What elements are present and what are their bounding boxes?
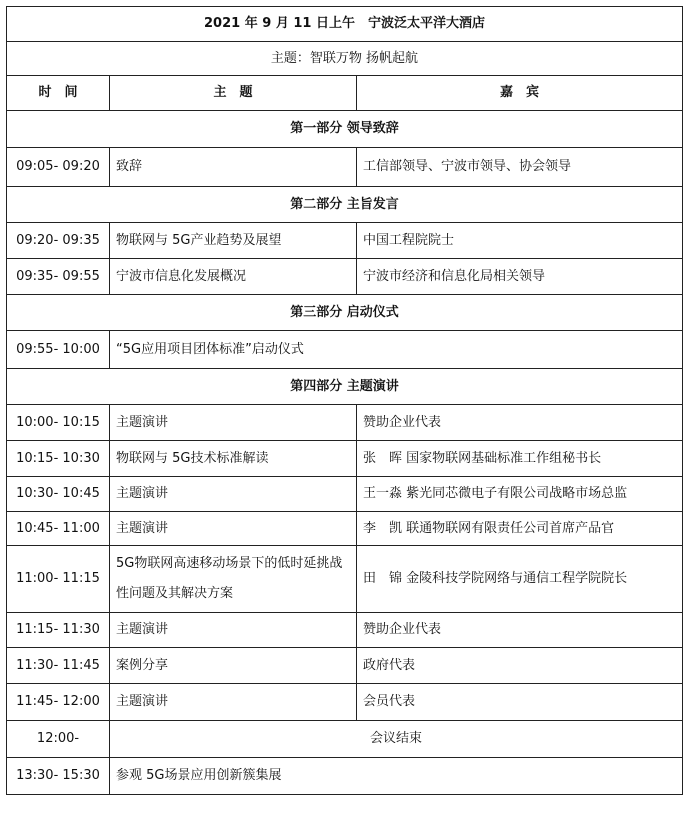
topic-cell: 宁波市信息化发展概况 [110, 259, 357, 295]
topic-cell: 主题演讲 [110, 512, 357, 546]
guest-cell: 张 晖 国家物联网基础标准工作组秘书长 [357, 441, 683, 477]
topic-cell: 主题演讲 [110, 684, 357, 721]
guest-cell: 中国工程院院士 [357, 223, 683, 259]
section-title: 第四部分 主题演讲 [7, 369, 683, 405]
time-cell: 11:30- 11:45 [7, 648, 110, 684]
table-row [7, 331, 683, 369]
section-row [7, 369, 683, 405]
time-cell: 09:05- 09:20 [7, 148, 110, 187]
guest-cell: 会员代表 [357, 684, 683, 721]
table-row [7, 512, 683, 546]
table-row [7, 441, 683, 477]
agenda-body [7, 111, 683, 795]
topic-cell: 物联网与 5G技术标准解读 [110, 441, 357, 477]
closing-cell: 会议结束 [110, 721, 683, 758]
time-cell: 10:30- 10:45 [7, 477, 110, 512]
guest-cell: 田 锦 金陵科技学院网络与通信工程学院院长 [357, 546, 683, 613]
table-row [7, 148, 683, 187]
time-cell: 10:00- 10:15 [7, 405, 110, 441]
section-title: 第二部分 主旨发言 [7, 187, 683, 223]
topic-cell: 5G物联网高速移动场景下的低时延挑战性问题及其解决方案 [110, 546, 357, 613]
guest-cell: 王一淼 紫光同芯微电子有限公司战略市场总监 [357, 477, 683, 512]
table-row [7, 477, 683, 512]
time-cell: 10:45- 11:00 [7, 512, 110, 546]
column-header-guest: 嘉 宾 [357, 76, 683, 111]
table-row [7, 721, 683, 758]
topic-cell: 主题演讲 [110, 477, 357, 512]
guest-cell: 赞助企业代表 [357, 405, 683, 441]
section-title: 第三部分 启动仪式 [7, 295, 683, 331]
agenda-theme: 主题：智联万物 扬帆起航 [7, 42, 683, 76]
table-row [7, 223, 683, 259]
time-cell: 12:00- [7, 721, 110, 758]
time-cell: 11:45- 12:00 [7, 684, 110, 721]
time-cell: 09:20- 09:35 [7, 223, 110, 259]
time-cell: 13:30- 15:30 [7, 758, 110, 795]
topic-cell: 参观 5G场景应用创新簇集展 [110, 758, 683, 795]
guest-cell: 李 凯 联通物联网有限责任公司首席产品官 [357, 512, 683, 546]
guest-cell: 政府代表 [357, 648, 683, 684]
table-row [7, 758, 683, 795]
section-title: 第一部分 领导致辞 [7, 111, 683, 148]
table-row [7, 684, 683, 721]
section-row [7, 295, 683, 331]
time-cell: 09:35- 09:55 [7, 259, 110, 295]
time-cell: 11:15- 11:30 [7, 613, 110, 648]
table-row [7, 613, 683, 648]
table-row [7, 405, 683, 441]
column-header-time: 时 间 [7, 76, 110, 111]
table-row [7, 546, 683, 613]
topic-cell: 致辞 [110, 148, 357, 187]
agenda-header: 2021 年 9 月 11 日上午 宁波泛太平洋大酒店 [7, 7, 683, 42]
time-cell: 10:15- 10:30 [7, 441, 110, 477]
guest-cell: 赞助企业代表 [357, 613, 683, 648]
table-row [7, 648, 683, 684]
section-row [7, 187, 683, 223]
topic-cell: 主题演讲 [110, 405, 357, 441]
time-cell: 09:55- 10:00 [7, 331, 110, 369]
topic-cell: 物联网与 5G产业趋势及展望 [110, 223, 357, 259]
topic-cell: “5G应用项目团体标准”启动仪式 [110, 331, 683, 369]
table-row [7, 259, 683, 295]
guest-cell: 宁波市经济和信息化局相关领导 [357, 259, 683, 295]
time-cell: 11:00- 11:15 [7, 546, 110, 613]
guest-cell: 工信部领导、宁波市领导、协会领导 [357, 148, 683, 187]
column-header-topic: 主 题 [110, 76, 357, 111]
topic-cell: 案例分享 [110, 648, 357, 684]
agenda-table [6, 6, 683, 795]
section-row [7, 111, 683, 148]
topic-cell: 主题演讲 [110, 613, 357, 648]
